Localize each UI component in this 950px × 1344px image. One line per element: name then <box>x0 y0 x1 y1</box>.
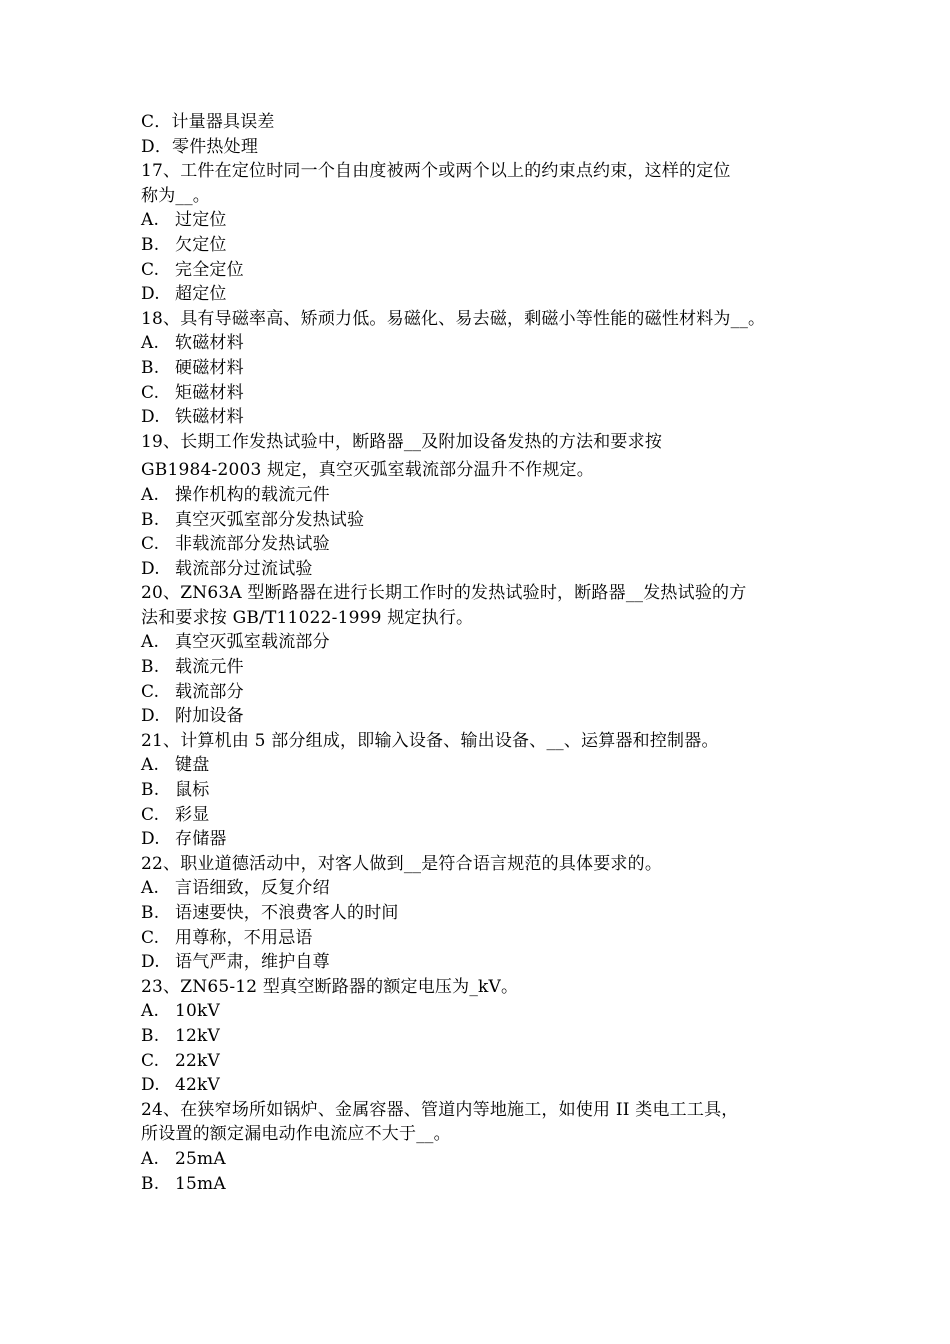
option-letter: A. <box>141 1148 160 1169</box>
option-letter: A. <box>141 333 160 354</box>
option-letter: B. <box>141 509 160 530</box>
option-letter: D. <box>141 407 160 428</box>
option-text: 过定位 <box>175 210 227 231</box>
answer-option <box>141 135 831 160</box>
answer-option <box>141 508 831 533</box>
option-text: 附加设备 <box>175 706 244 727</box>
option-letter: C. <box>141 1050 160 1071</box>
question-text-line: 法和要求按 GB/T11022-1999 规定执行。 <box>141 607 474 628</box>
option-letter: A. <box>141 1001 160 1022</box>
option-letter: A. <box>141 210 160 231</box>
option-letter: D. <box>141 284 160 305</box>
answer-option <box>141 778 831 803</box>
option-text: 非载流部分发热试验 <box>175 534 330 555</box>
option-text: 语速要快，不浪费客人的时间 <box>175 903 399 923</box>
option-letter: B. <box>141 903 160 923</box>
answer-option <box>141 110 831 135</box>
question-text-line: 18、具有导磁率高、矫顽力低。易磁化、易去磁，剩磁小等性能的磁性材料为__。 <box>141 308 766 329</box>
question-text-line: 24、在狭窄场所如锅炉、金属容器、管道内等地施工，如使用 II 类电工工具， <box>141 1099 739 1120</box>
option-text: 言语细致，反复介绍 <box>175 878 330 899</box>
option-text: 22kV <box>175 1050 221 1071</box>
option-letter: C. <box>141 259 160 280</box>
option-text: 硬磁材料 <box>175 357 244 378</box>
option-text: 彩显 <box>175 804 210 825</box>
question-text-line: 23、ZN65-12 型真空断路器的额定电压为_kV。 <box>141 976 519 997</box>
option-text: 鼠标 <box>175 780 210 801</box>
question-text-line: 称为__。 <box>141 185 210 206</box>
option-letter: A. <box>141 755 160 776</box>
answer-option <box>141 803 831 828</box>
option-letter: C. <box>141 804 160 825</box>
option-letter: B. <box>141 780 160 801</box>
answer-option <box>141 483 831 508</box>
option-text: 载流部分过流试验 <box>175 558 313 579</box>
option-text: 零件热处理 <box>172 136 259 157</box>
option-letter: B. <box>141 357 160 378</box>
option-text: 载流元件 <box>175 657 244 678</box>
answer-option <box>141 680 831 705</box>
option-text: 真空灭弧室载流部分 <box>175 632 330 653</box>
option-letter: D． <box>141 136 173 157</box>
option-text: 12kV <box>175 1025 221 1046</box>
option-letter: A. <box>141 878 160 899</box>
option-text: 10kV <box>175 1001 221 1022</box>
answer-option <box>141 704 831 729</box>
answer-option <box>141 233 831 258</box>
document-body <box>141 110 831 1196</box>
answer-option <box>141 282 831 307</box>
answer-option <box>141 630 831 655</box>
option-letter: A. <box>141 632 160 653</box>
answer-option <box>141 532 831 557</box>
answer-option <box>141 381 831 406</box>
answer-option <box>141 827 831 852</box>
answer-option <box>141 901 831 926</box>
question-text-line: 17、工件在定位时同一个自由度被两个或两个以上的约束点约束，这样的定位 <box>141 161 731 182</box>
option-text: 矩磁材料 <box>175 382 244 403</box>
option-letter: A. <box>141 484 160 505</box>
question-text-line: 19、长期工作发热试验中，断路器__及附加设备发热的方法和要求按 <box>141 431 663 452</box>
answer-option <box>141 356 831 381</box>
option-text: 语气严肃，维护自尊 <box>175 952 330 973</box>
answer-option <box>141 876 831 901</box>
option-letter: B. <box>141 1025 160 1046</box>
option-letter: C. <box>141 927 160 948</box>
answer-option <box>141 753 831 778</box>
option-text: 用尊称，不用忌语 <box>175 927 313 948</box>
option-letter: D. <box>141 829 160 850</box>
option-letter: D. <box>141 706 160 727</box>
answer-option <box>141 1147 831 1172</box>
answer-option <box>141 950 831 975</box>
question-text-line: 20、ZN63A 型断路器在进行长期工作时的发热试验时，断路器__发热试验的方 <box>141 583 747 604</box>
option-text: 软磁材料 <box>175 333 244 354</box>
answer-option <box>141 999 831 1024</box>
answer-option <box>141 926 831 951</box>
option-text: 15mA <box>175 1173 226 1194</box>
option-letter: C． <box>141 112 172 132</box>
answer-option <box>141 331 831 356</box>
question-text-line: 所设置的额定漏电动作电流应不大于__。 <box>141 1124 451 1145</box>
answer-option <box>141 1172 831 1197</box>
option-text: 键盘 <box>175 755 210 776</box>
question-text-line: GB1984-2003 规定，真空灭弧室载流部分温升不作规定。 <box>141 460 594 481</box>
option-text: 超定位 <box>175 284 227 305</box>
option-letter: D. <box>141 1075 160 1096</box>
option-text: 计量器具误差 <box>171 112 275 132</box>
answer-option <box>141 405 831 430</box>
option-letter: B. <box>141 1173 160 1194</box>
option-letter: C. <box>141 681 160 702</box>
option-letter: D. <box>141 558 160 579</box>
option-letter: C. <box>141 382 160 403</box>
answer-option <box>141 1073 831 1098</box>
answer-option <box>141 208 831 233</box>
answer-option <box>141 258 831 283</box>
question-text-line: 21、计算机由 5 部分组成，即输入设备、输出设备、__、运算器和控制器。 <box>141 730 719 751</box>
option-text: 25mA <box>175 1148 226 1169</box>
option-text: 42kV <box>175 1075 221 1096</box>
option-text: 完全定位 <box>175 259 244 280</box>
option-letter: B. <box>141 234 160 255</box>
option-letter: C. <box>141 534 160 555</box>
option-text: 铁磁材料 <box>175 407 244 428</box>
option-text: 真空灭弧室部分发热试验 <box>175 509 365 530</box>
option-letter: B. <box>141 657 160 678</box>
answer-option <box>141 655 831 680</box>
option-text: 存储器 <box>175 829 227 850</box>
answer-option <box>141 1024 831 1049</box>
question-text-line: 22、职业道德活动中，对客人做到__是符合语言规范的具体要求的。 <box>141 853 663 874</box>
option-text: 欠定位 <box>175 234 227 255</box>
option-text: 操作机构的载流元件 <box>175 484 330 505</box>
answer-option <box>141 557 831 582</box>
option-letter: D. <box>141 952 160 973</box>
answer-option <box>141 1049 831 1074</box>
option-text: 载流部分 <box>175 681 244 702</box>
